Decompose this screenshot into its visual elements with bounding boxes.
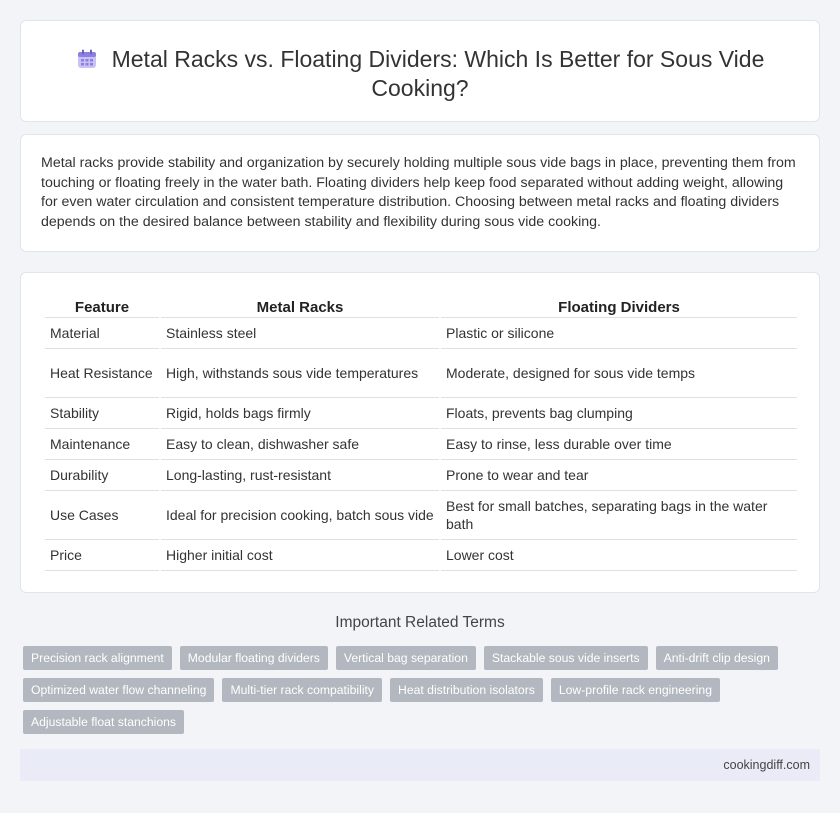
- related-terms-tags: [23, 646, 813, 734]
- calendar-icon: [76, 48, 98, 70]
- table-header-row: [45, 295, 797, 318]
- feature-cell: Durability: [45, 460, 159, 491]
- feature-cell: Heat Resistance: [45, 349, 159, 398]
- related-terms-title: Important Related Terms: [335, 614, 505, 631]
- metal-racks-cell: Higher initial cost: [161, 540, 439, 571]
- feature-cell: Maintenance: [45, 429, 159, 460]
- metal-racks-cell: Rigid, holds bags firmly: [161, 398, 439, 429]
- table-row: [45, 429, 797, 460]
- floating-dividers-cell: Moderate, designed for sous vide temps: [441, 349, 797, 398]
- comparison-table-card: [20, 272, 820, 593]
- metal-racks-cell: Stainless steel: [161, 318, 439, 349]
- table-row: [45, 460, 797, 491]
- related-term-tag[interactable]: Optimized water flow channeling: [23, 678, 214, 702]
- related-term-tag[interactable]: Adjustable float stanchions: [23, 710, 184, 734]
- related-term-tag[interactable]: Stackable sous vide inserts: [484, 646, 648, 670]
- floating-dividers-cell: Plastic or silicone: [441, 318, 797, 349]
- table-row: [45, 540, 797, 571]
- floating-dividers-cell: Easy to rinse, less durable over time: [441, 429, 797, 460]
- footer-site-link[interactable]: cookingdiff.com: [723, 758, 810, 772]
- related-term-tag[interactable]: Precision rack alignment: [23, 646, 172, 670]
- header-feature: Feature: [45, 295, 159, 318]
- floating-dividers-cell: Floats, prevents bag clumping: [441, 398, 797, 429]
- related-term-tag[interactable]: Modular floating dividers: [180, 646, 328, 670]
- comparison-table: [43, 295, 799, 571]
- header-metal-racks: Metal Racks: [161, 295, 439, 318]
- intro-paragraph: Metal racks provide stability and organization by securely holding multiple sous vide bags in place, preventing them from touching or floating freely in the water bath. Floating dividers help keep food separated without adding weight, allowing for even water circulation and consistent temperature distribution. Choosing between metal racks and floating dividers depends on the desired balance between stability and flexibility during sous vide cooking.: [41, 155, 796, 230]
- header-card: [20, 20, 820, 122]
- feature-cell: Use Cases: [45, 491, 159, 540]
- page-title-wrap: [21, 45, 819, 103]
- related-term-tag[interactable]: Vertical bag separation: [336, 646, 476, 670]
- related-term-tag[interactable]: Heat distribution isolators: [390, 678, 543, 702]
- table-row: [45, 318, 797, 349]
- feature-cell: Stability: [45, 398, 159, 429]
- metal-racks-cell: Easy to clean, dishwasher safe: [161, 429, 439, 460]
- table-row: [45, 398, 797, 429]
- related-term-tag[interactable]: Multi-tier rack compatibility: [222, 678, 382, 702]
- footer: [20, 749, 820, 781]
- floating-dividers-cell: Lower cost: [441, 540, 797, 571]
- related-term-tag[interactable]: Low-profile rack engineering: [551, 678, 720, 702]
- header-floating-dividers: Floating Dividers: [441, 295, 797, 318]
- floating-dividers-cell: Best for small batches, separating bags in the water bath: [441, 491, 797, 540]
- intro-card: [20, 134, 820, 252]
- floating-dividers-cell: Prone to wear and tear: [441, 460, 797, 491]
- metal-racks-cell: Ideal for precision cooking, batch sous vide: [161, 491, 439, 540]
- page-title: Metal Racks vs. Floating Dividers: Which Is Better for Sous Vide Cooking?: [111, 46, 765, 101]
- metal-racks-cell: Long-lasting, rust-resistant: [161, 460, 439, 491]
- table-row: [45, 349, 797, 398]
- feature-cell: Price: [45, 540, 159, 571]
- metal-racks-cell: High, withstands sous vide temperatures: [161, 349, 439, 398]
- table-row: [45, 491, 797, 540]
- feature-cell: Material: [45, 318, 159, 349]
- related-term-tag[interactable]: Anti-drift clip design: [656, 646, 778, 670]
